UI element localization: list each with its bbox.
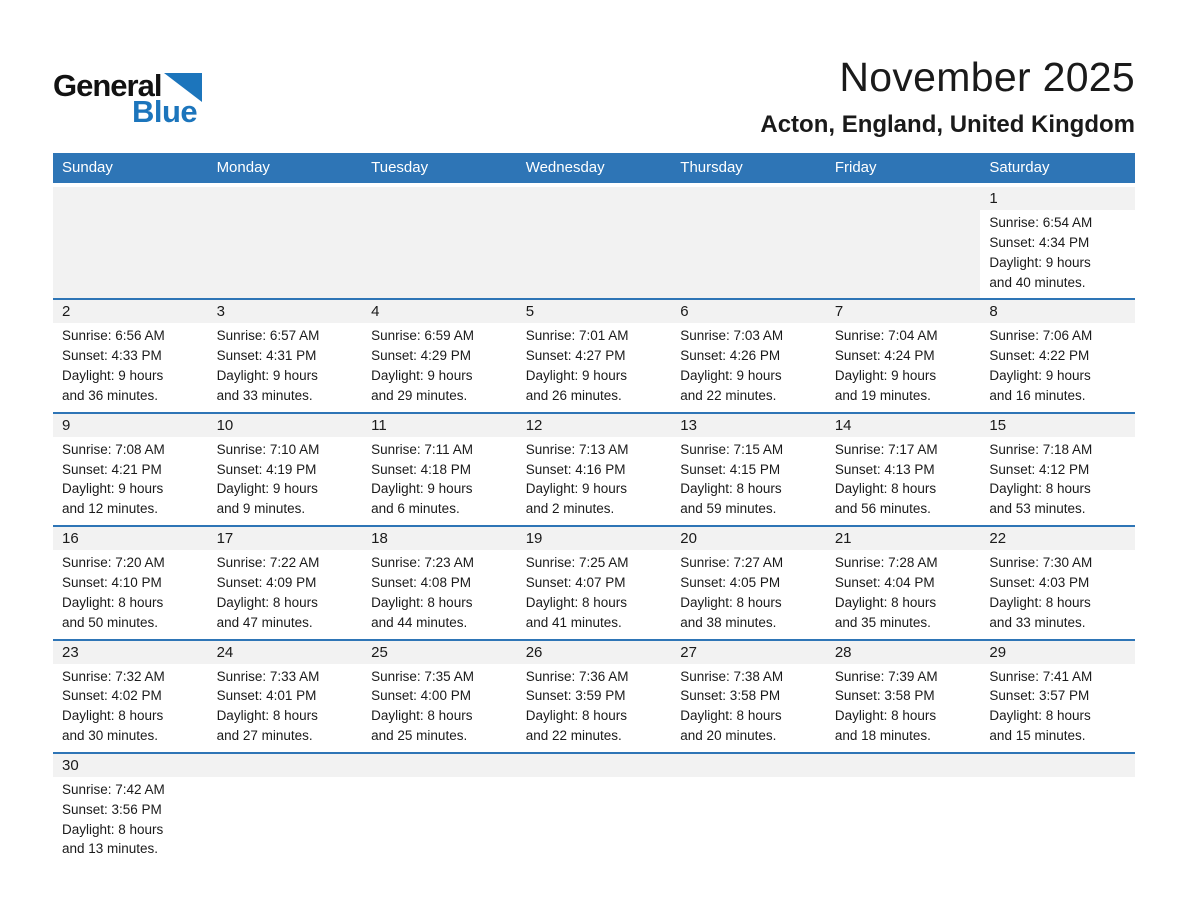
- empty-day-cell: [826, 754, 981, 865]
- day-cell: [53, 754, 208, 865]
- sunset-line: Sunset: 4:07 PM: [525, 574, 626, 590]
- day-info: [208, 437, 363, 525]
- sunrise-line: Sunrise: 7:06 AM: [989, 328, 1093, 344]
- day-info: [53, 323, 208, 411]
- weekday-header-row: [53, 153, 1135, 183]
- sunset-line: Sunset: 4:00 PM: [371, 688, 471, 704]
- daylight-line-2: and 41 minutes.: [525, 614, 622, 630]
- day-cell: [980, 641, 1135, 752]
- day-info: [671, 437, 826, 525]
- location-subtitle: Acton, England, United Kingdom: [760, 111, 1135, 138]
- week-row: [53, 752, 1135, 865]
- day-number: 29: [980, 641, 1135, 664]
- calendar: [53, 153, 1135, 865]
- day-info: [980, 664, 1135, 752]
- day-cell: [208, 300, 363, 411]
- sunrise-line: Sunrise: 7:11 AM: [371, 441, 473, 457]
- day-info: [980, 210, 1135, 298]
- day-cell: [980, 300, 1135, 411]
- day-number: 28: [826, 641, 981, 664]
- sunset-line: Sunset: 4:12 PM: [989, 461, 1090, 477]
- empty-number-strip: [208, 754, 363, 777]
- sunrise-line: Sunrise: 7:15 AM: [680, 441, 784, 457]
- day-number: 7: [826, 300, 981, 323]
- sunrise-line: Sunrise: 7:18 AM: [989, 441, 1093, 457]
- sunrise-line: Sunrise: 7:01 AM: [525, 328, 629, 344]
- daylight-line-1: Daylight: 8 hours: [62, 821, 164, 837]
- sunrise-line: Sunrise: 7:13 AM: [525, 441, 629, 457]
- sunset-line: Sunset: 3:58 PM: [834, 688, 935, 704]
- day-cell: [517, 414, 672, 525]
- day-cell: [208, 527, 363, 638]
- sunset-line: Sunset: 4:10 PM: [62, 574, 162, 590]
- day-info: [980, 437, 1135, 525]
- day-number: 3: [208, 300, 363, 323]
- day-cell: [362, 641, 517, 752]
- daylight-line-1: Daylight: 8 hours: [525, 708, 628, 724]
- sunset-line: Sunset: 4:22 PM: [989, 348, 1090, 364]
- daylight-line-2: and 30 minutes.: [62, 728, 159, 744]
- sunset-line: Sunset: 4:21 PM: [62, 461, 162, 477]
- weekday-label: Thursday: [680, 159, 743, 176]
- week-row: [53, 412, 1135, 525]
- daylight-line-1: Daylight: 9 hours: [989, 254, 1091, 270]
- day-cell: [517, 527, 672, 638]
- day-cell: [53, 414, 208, 525]
- daylight-line-1: Daylight: 8 hours: [62, 594, 164, 610]
- logo-line-blue: [53, 94, 202, 129]
- daylight-line-2: and 27 minutes.: [216, 728, 313, 744]
- empty-day-cell: [980, 754, 1135, 865]
- day-info: [208, 550, 363, 638]
- general-blue-logo: [53, 68, 202, 129]
- daylight-line-1: Daylight: 8 hours: [371, 708, 473, 724]
- sunset-line: Sunset: 4:04 PM: [834, 574, 935, 590]
- day-number: 16: [53, 527, 208, 550]
- day-number: 5: [517, 300, 672, 323]
- day-number: 22: [980, 527, 1135, 550]
- daylight-line-1: Daylight: 9 hours: [525, 481, 628, 497]
- daylight-line-2: and 59 minutes.: [680, 501, 777, 517]
- daylight-line-2: and 22 minutes.: [525, 728, 622, 744]
- daylight-line-2: and 47 minutes.: [216, 614, 313, 630]
- sunset-line: Sunset: 4:05 PM: [680, 574, 781, 590]
- day-info: [208, 664, 363, 752]
- sunset-line: Sunset: 3:56 PM: [62, 801, 162, 817]
- sunset-line: Sunset: 4:24 PM: [834, 348, 935, 364]
- day-cell: [671, 527, 826, 638]
- sunset-line: Sunset: 4:09 PM: [216, 574, 317, 590]
- daylight-line-2: and 38 minutes.: [680, 614, 777, 630]
- day-info: [362, 550, 517, 638]
- sunrise-line: Sunrise: 7:42 AM: [62, 781, 165, 797]
- month-title: November 2025: [839, 54, 1135, 100]
- sunrise-line: Sunrise: 7:03 AM: [680, 328, 784, 344]
- day-cell: [208, 641, 363, 752]
- day-info: [517, 550, 672, 638]
- day-info: [826, 550, 981, 638]
- day-number: 13: [671, 414, 826, 437]
- daylight-line-2: and 20 minutes.: [680, 728, 777, 744]
- sunset-line: Sunset: 4:26 PM: [680, 348, 781, 364]
- daylight-line-1: Daylight: 8 hours: [834, 708, 937, 724]
- sunrise-line: Sunrise: 7:20 AM: [62, 555, 165, 571]
- weekday-label: Wednesday: [525, 159, 605, 176]
- daylight-line-1: Daylight: 9 hours: [216, 481, 318, 497]
- day-number: 14: [826, 414, 981, 437]
- daylight-line-1: Daylight: 8 hours: [989, 594, 1091, 610]
- day-info: [53, 777, 208, 865]
- empty-day-cell: [671, 754, 826, 865]
- empty-number-strip: [671, 754, 826, 777]
- empty-number-strip: [826, 754, 981, 777]
- calendar-grid: [53, 187, 1135, 865]
- daylight-line-1: Daylight: 8 hours: [216, 594, 318, 610]
- sunrise-line: Sunrise: 7:27 AM: [680, 555, 784, 571]
- daylight-line-1: Daylight: 8 hours: [834, 481, 937, 497]
- day-number: 25: [362, 641, 517, 664]
- sunrise-line: Sunrise: 7:32 AM: [62, 668, 165, 684]
- weekday-label: Tuesday: [371, 159, 429, 176]
- day-cell: [826, 527, 981, 638]
- day-cell: [208, 414, 363, 525]
- day-info: [980, 323, 1135, 411]
- sunset-line: Sunset: 4:03 PM: [989, 574, 1090, 590]
- empty-number-strip: [980, 754, 1135, 777]
- logo-text-general: General: [53, 68, 162, 103]
- sunset-line: Sunset: 4:27 PM: [525, 348, 626, 364]
- sunset-line: Sunset: 4:13 PM: [834, 461, 935, 477]
- day-cell: [980, 187, 1135, 298]
- sunrise-line: Sunrise: 7:36 AM: [525, 668, 629, 684]
- empty-number-strip: [362, 754, 517, 777]
- day-cell: [671, 300, 826, 411]
- week-row: [53, 525, 1135, 638]
- empty-day-cell: [826, 187, 981, 298]
- daylight-line-1: Daylight: 8 hours: [989, 481, 1091, 497]
- daylight-line-1: Daylight: 9 hours: [62, 368, 164, 384]
- sunset-line: Sunset: 4:18 PM: [371, 461, 471, 477]
- daylight-line-1: Daylight: 9 hours: [680, 368, 782, 384]
- sunrise-line: Sunrise: 7:33 AM: [216, 668, 320, 684]
- sunrise-line: Sunrise: 6:59 AM: [371, 328, 474, 344]
- daylight-line-2: and 25 minutes.: [371, 728, 468, 744]
- daylight-line-1: Daylight: 8 hours: [216, 708, 318, 724]
- day-cell: [980, 414, 1135, 525]
- day-number: 6: [671, 300, 826, 323]
- day-info: [517, 323, 672, 411]
- weekday-label: Friday: [834, 159, 877, 176]
- day-cell: [826, 414, 981, 525]
- sunset-line: Sunset: 4:29 PM: [371, 348, 471, 364]
- logo-text-blue: Blue: [132, 94, 198, 129]
- day-number: 10: [208, 414, 363, 437]
- empty-day-cell: [362, 754, 517, 865]
- daylight-line-2: and 18 minutes.: [834, 728, 931, 744]
- daylight-line-2: and 56 minutes.: [834, 501, 931, 517]
- day-cell: [53, 641, 208, 752]
- day-info: [671, 323, 826, 411]
- day-number: 9: [53, 414, 208, 437]
- empty-day-cell: [208, 187, 363, 298]
- sunrise-line: Sunrise: 6:57 AM: [216, 328, 320, 344]
- daylight-line-2: and 6 minutes.: [371, 501, 460, 517]
- day-cell: [671, 414, 826, 525]
- empty-day-cell: [517, 187, 672, 298]
- day-cell: [826, 641, 981, 752]
- daylight-line-2: and 16 minutes.: [989, 387, 1086, 403]
- sunset-line: Sunset: 4:34 PM: [989, 234, 1090, 250]
- day-info: [362, 323, 517, 411]
- empty-day-cell: [517, 754, 672, 865]
- sunset-line: Sunset: 4:33 PM: [62, 348, 162, 364]
- daylight-line-1: Daylight: 8 hours: [834, 594, 937, 610]
- daylight-line-1: Daylight: 9 hours: [62, 481, 164, 497]
- daylight-line-2: and 19 minutes.: [834, 387, 931, 403]
- daylight-line-2: and 15 minutes.: [989, 728, 1086, 744]
- sunrise-line: Sunrise: 7:04 AM: [834, 328, 938, 344]
- day-cell: [362, 414, 517, 525]
- daylight-line-2: and 33 minutes.: [989, 614, 1086, 630]
- daylight-line-1: Daylight: 8 hours: [62, 708, 164, 724]
- day-info: [671, 550, 826, 638]
- empty-number-strip: [517, 754, 672, 777]
- daylight-line-1: Daylight: 8 hours: [680, 481, 782, 497]
- daylight-line-1: Daylight: 9 hours: [216, 368, 318, 384]
- empty-day-cell: [208, 754, 363, 865]
- daylight-line-1: Daylight: 8 hours: [680, 594, 782, 610]
- sunset-line: Sunset: 4:01 PM: [216, 688, 317, 704]
- day-info: [362, 437, 517, 525]
- daylight-line-1: Daylight: 9 hours: [525, 368, 628, 384]
- day-number: 8: [980, 300, 1135, 323]
- day-info: [517, 437, 672, 525]
- day-info: [53, 437, 208, 525]
- sunrise-line: Sunrise: 7:22 AM: [216, 555, 320, 571]
- day-number: 4: [362, 300, 517, 323]
- daylight-line-2: and 9 minutes.: [216, 501, 306, 517]
- week-row: [53, 298, 1135, 411]
- daylight-line-1: Daylight: 9 hours: [989, 368, 1091, 384]
- sunset-line: Sunset: 3:58 PM: [680, 688, 781, 704]
- daylight-line-2: and 22 minutes.: [680, 387, 777, 403]
- day-number: 26: [517, 641, 672, 664]
- sunset-line: Sunset: 4:19 PM: [216, 461, 317, 477]
- page-header: [0, 0, 1188, 153]
- sunrise-line: Sunrise: 7:23 AM: [371, 555, 474, 571]
- sunrise-line: Sunrise: 7:25 AM: [525, 555, 629, 571]
- daylight-line-2: and 29 minutes.: [371, 387, 468, 403]
- day-number: 15: [980, 414, 1135, 437]
- daylight-line-2: and 35 minutes.: [834, 614, 931, 630]
- day-number: 1: [980, 187, 1135, 210]
- week-row: [53, 187, 1135, 298]
- day-info: [826, 323, 981, 411]
- day-number: 17: [208, 527, 363, 550]
- day-cell: [362, 527, 517, 638]
- day-info: [671, 664, 826, 752]
- day-cell: [671, 641, 826, 752]
- sunset-line: Sunset: 4:08 PM: [371, 574, 471, 590]
- sunrise-line: Sunrise: 6:54 AM: [989, 215, 1093, 230]
- day-info: [980, 550, 1135, 638]
- daylight-line-1: Daylight: 8 hours: [989, 708, 1091, 724]
- daylight-line-1: Daylight: 8 hours: [525, 594, 628, 610]
- empty-day-cell: [362, 187, 517, 298]
- day-number: 20: [671, 527, 826, 550]
- day-info: [53, 550, 208, 638]
- day-cell: [53, 527, 208, 638]
- daylight-line-2: and 2 minutes.: [525, 501, 615, 517]
- sunrise-line: Sunrise: 7:38 AM: [680, 668, 784, 684]
- day-info: [517, 664, 672, 752]
- sunrise-line: Sunrise: 7:08 AM: [62, 441, 165, 457]
- sunrise-line: Sunrise: 7:10 AM: [216, 441, 320, 457]
- day-cell: [517, 641, 672, 752]
- sunset-line: Sunset: 4:31 PM: [216, 348, 317, 364]
- day-number: 2: [53, 300, 208, 323]
- sunrise-line: Sunrise: 7:35 AM: [371, 668, 474, 684]
- empty-day-cell: [671, 187, 826, 298]
- title-block: [760, 54, 1135, 139]
- day-info: [53, 664, 208, 752]
- day-number: 12: [517, 414, 672, 437]
- day-number: 19: [517, 527, 672, 550]
- day-cell: [362, 300, 517, 411]
- day-number: 21: [826, 527, 981, 550]
- daylight-line-1: Daylight: 8 hours: [680, 708, 782, 724]
- day-cell: [826, 300, 981, 411]
- daylight-line-2: and 36 minutes.: [62, 387, 159, 403]
- day-info: [208, 323, 363, 411]
- daylight-line-1: Daylight: 9 hours: [834, 368, 937, 384]
- day-number: 27: [671, 641, 826, 664]
- day-info: [826, 664, 981, 752]
- daylight-line-2: and 13 minutes.: [62, 841, 159, 857]
- daylight-line-1: Daylight: 8 hours: [371, 594, 473, 610]
- day-number: 11: [362, 414, 517, 437]
- day-cell: [517, 300, 672, 411]
- sunrise-line: Sunrise: 6:56 AM: [62, 328, 165, 344]
- sunrise-line: Sunrise: 7:39 AM: [834, 668, 938, 684]
- day-number: 24: [208, 641, 363, 664]
- daylight-line-1: Daylight: 9 hours: [371, 368, 473, 384]
- day-info: [826, 437, 981, 525]
- sunset-line: Sunset: 4:02 PM: [62, 688, 162, 704]
- sunset-line: Sunset: 3:59 PM: [525, 688, 626, 704]
- daylight-line-2: and 33 minutes.: [216, 387, 313, 403]
- day-number: 18: [362, 527, 517, 550]
- sunrise-line: Sunrise: 7:30 AM: [989, 555, 1093, 571]
- day-number: 23: [53, 641, 208, 664]
- week-row: [53, 639, 1135, 752]
- sunrise-line: Sunrise: 7:41 AM: [989, 668, 1093, 684]
- sunset-line: Sunset: 3:57 PM: [989, 688, 1090, 704]
- day-info: [362, 664, 517, 752]
- sunset-line: Sunset: 4:15 PM: [680, 461, 781, 477]
- daylight-line-2: and 50 minutes.: [62, 614, 159, 630]
- sunrise-line: Sunrise: 7:17 AM: [834, 441, 938, 457]
- day-cell: [53, 300, 208, 411]
- sunrise-line: Sunrise: 7:28 AM: [834, 555, 938, 571]
- day-cell: [980, 527, 1135, 638]
- daylight-line-2: and 12 minutes.: [62, 501, 159, 517]
- daylight-line-1: Daylight: 9 hours: [371, 481, 473, 497]
- weekday-label: Saturday: [989, 159, 1050, 176]
- day-number: 30: [53, 754, 208, 777]
- daylight-line-2: and 53 minutes.: [989, 501, 1086, 517]
- sunset-line: Sunset: 4:16 PM: [525, 461, 626, 477]
- weekday-label: Monday: [216, 159, 270, 176]
- daylight-line-2: and 26 minutes.: [525, 387, 622, 403]
- daylight-line-2: and 44 minutes.: [371, 614, 468, 630]
- weekday-label: Sunday: [62, 159, 113, 176]
- empty-day-cell: [53, 187, 208, 298]
- daylight-line-2: and 40 minutes.: [989, 274, 1086, 290]
